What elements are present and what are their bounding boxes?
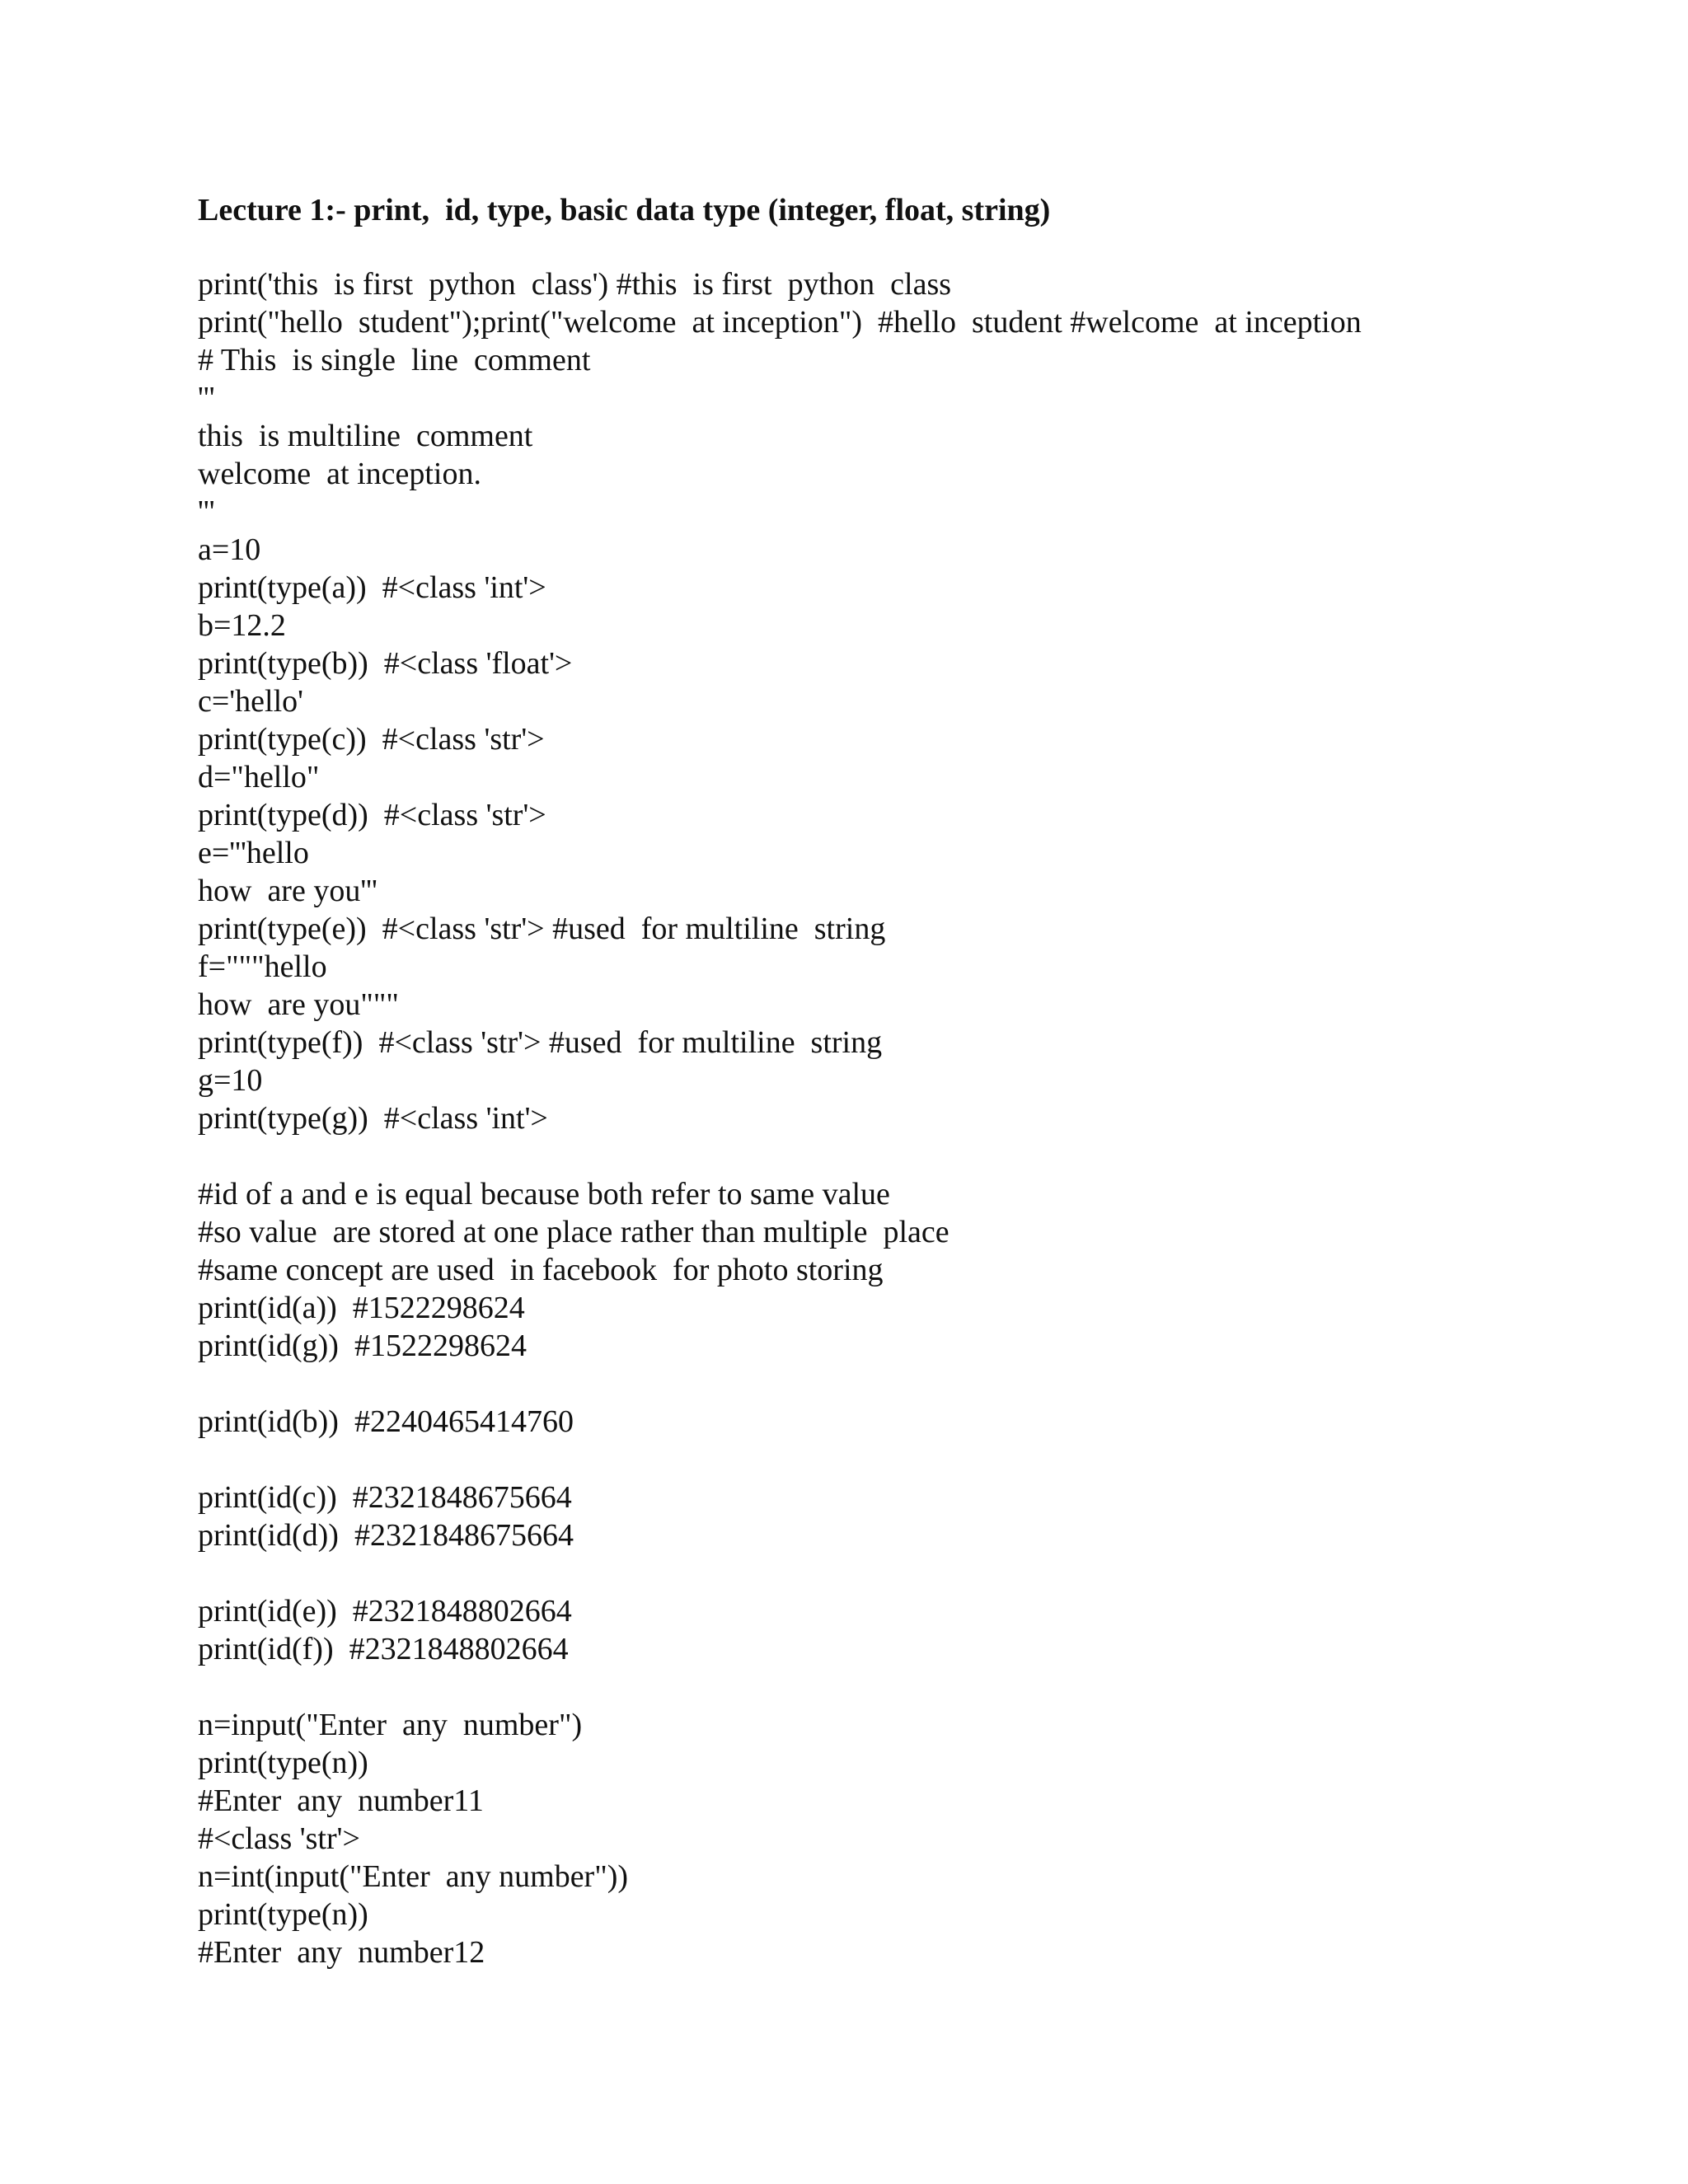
code-line: #id of a and e is equal because both refer to same value [198, 1177, 890, 1212]
code-line: print(id(e)) #2321848802664 [198, 1594, 572, 1629]
code-line: print(type(n)) [198, 1897, 368, 1932]
code-line: #Enter any number12 [198, 1935, 485, 1970]
code-line: print(id(g)) #1522298624 [198, 1329, 527, 1363]
code-line: #same concept are used in facebook for photo storing [198, 1253, 884, 1287]
code-line: print(type(b)) #<class 'float'> [198, 646, 573, 681]
code-line: e='''hello [198, 836, 309, 870]
code-line: print(type(f)) #<class 'str'> #used for multiline string [198, 1025, 883, 1060]
code-line: d="hello" [198, 760, 320, 794]
code-line: print(type(c)) #<class 'str'> [198, 722, 545, 757]
code-line: print('this is first python class') #this is first python class [198, 267, 952, 302]
code-line: how are you''' [198, 874, 377, 908]
code-listing [198, 265, 1648, 1971]
blank-line [198, 1668, 1648, 1706]
code-line: #so value are stored at one place rather than multiple place [198, 1215, 950, 1249]
lecture-title: Lecture 1:- print, id, type, basic data type (integer, float, string) [198, 193, 1051, 227]
blank-line [198, 1365, 1648, 1403]
code-line: print(type(d)) #<class 'str'> [198, 798, 546, 832]
code-line: n=int(input("Enter any number")) [198, 1859, 629, 1894]
blank-line [198, 1554, 1648, 1592]
code-line: #<class 'str'> [198, 1821, 360, 1856]
code-line: b=12.2 [198, 608, 286, 643]
code-line: print(id(f)) #2321848802664 [198, 1632, 569, 1666]
blank-line [198, 1441, 1648, 1479]
code-line: n=input("Enter any number") [198, 1708, 583, 1742]
code-line: how are you""" [198, 987, 399, 1022]
code-line: print(type(g)) #<class 'int'> [198, 1101, 548, 1136]
code-line: print(type(n)) [198, 1746, 368, 1780]
code-line: print(type(e)) #<class 'str'> #used for multiline string [198, 912, 886, 946]
code-line: print(id(c)) #2321848675664 [198, 1480, 572, 1515]
code-line: #Enter any number11 [198, 1783, 484, 1818]
code-line: print(id(b)) #2240465414760 [198, 1404, 574, 1439]
code-line: print(id(d)) #2321848675664 [198, 1518, 574, 1553]
code-line: f="""hello [198, 949, 327, 984]
code-line: this is multiline comment [198, 419, 533, 453]
code-line: g=10 [198, 1063, 263, 1098]
code-line: print(id(a)) #1522298624 [198, 1291, 525, 1325]
code-line: c='hello' [198, 684, 303, 719]
code-line: a=10 [198, 532, 261, 567]
code-line: # This is single line comment [198, 343, 591, 377]
code-line: ''' [198, 494, 215, 529]
code-line: print("hello student");print("welcome at inception") #hello student #welcome at inception [198, 305, 1362, 340]
blank-line [198, 1137, 1648, 1175]
code-line: print(type(a)) #<class 'int'> [198, 570, 546, 605]
code-line: welcome at inception. [198, 457, 481, 491]
code-line: ''' [198, 381, 215, 415]
